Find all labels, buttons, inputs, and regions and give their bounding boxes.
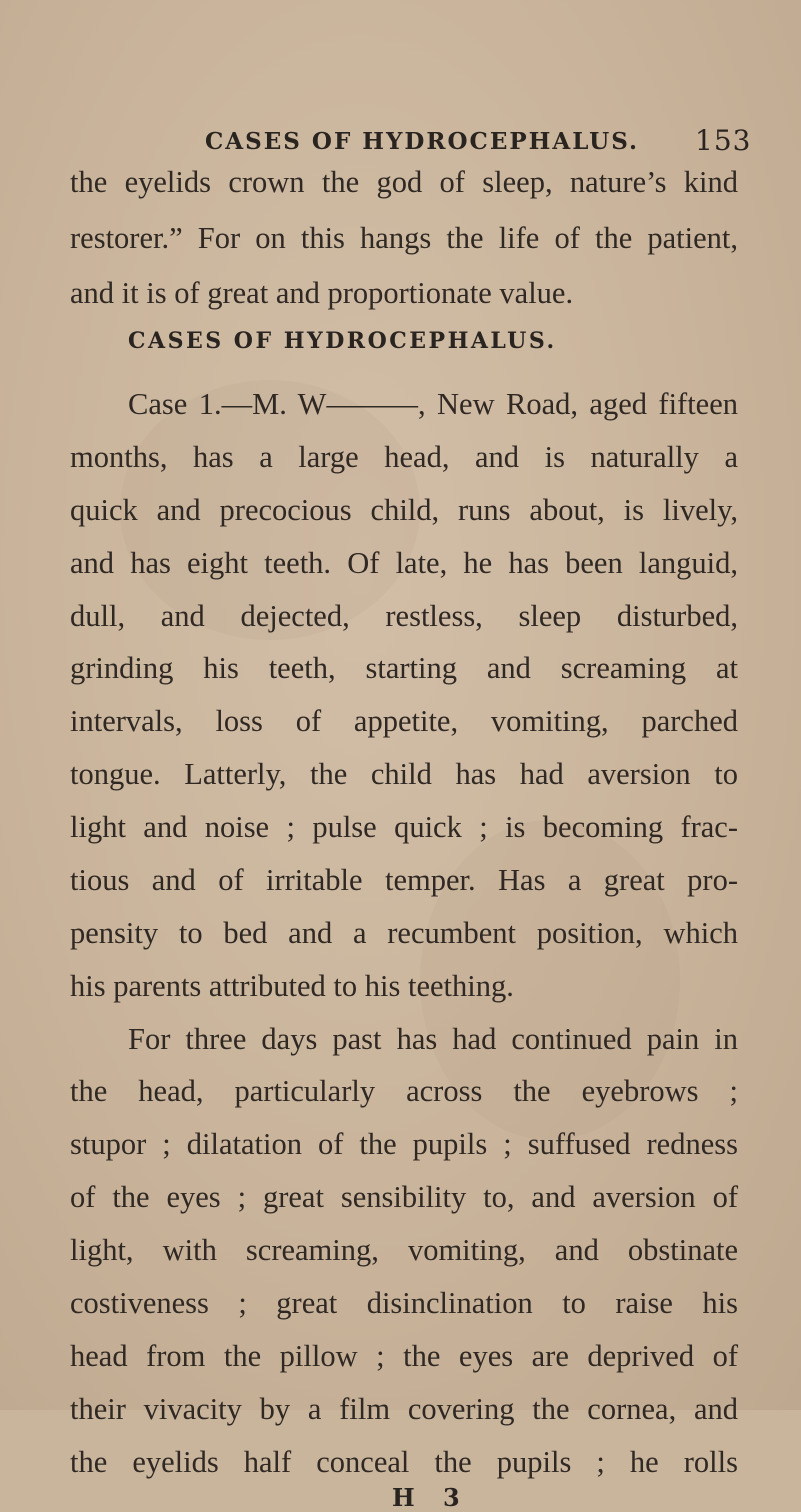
text-line: their vivacity by a film covering the cornea, and — [70, 1392, 738, 1426]
text-line: head from the pillow ; the eyes are deprived of — [70, 1339, 738, 1373]
text-line: costiveness ; great disinclination to raise his — [70, 1286, 738, 1320]
text-line: light, with screaming, vomiting, and obstinate — [70, 1233, 738, 1267]
section-heading: CASES OF HYDROCEPHALUS. — [128, 328, 557, 354]
text-line: tious and of irritable temper. Has a great pro- — [70, 863, 738, 897]
running-head: CASES OF HYDROCEPHALUS. — [205, 128, 640, 155]
text-line: the head, particularly across the eyebrows ; — [70, 1074, 738, 1108]
text-line: tongue. Latterly, the child has had aversion to — [70, 757, 738, 791]
text-line: grinding his teeth, starting and screaming at — [70, 651, 738, 685]
text-line: intervals, loss of appetite, vomiting, parched — [70, 704, 738, 738]
text-line: the eyelids crown the god of sleep, nature’s kind — [70, 165, 738, 199]
text-line: his parents attributed to his teething. — [70, 969, 514, 1003]
text-line: and it is of great and proportionate value. — [70, 276, 574, 310]
signature-mark: H 3 — [392, 1483, 470, 1512]
text-line: light and noise ; pulse quick ; is becoming frac- — [70, 810, 738, 844]
text-line: For three days past has had continued pain in — [128, 1022, 738, 1056]
text-line: quick and precocious child, runs about, is lively, — [70, 493, 738, 527]
text-line: Case 1.—M. W———, New Road, aged fifteen — [128, 387, 738, 421]
text-line: of the eyes ; great sensibility to, and aversion of — [70, 1180, 738, 1214]
text-line: and has eight teeth. Of late, he has been languid, — [70, 546, 738, 580]
text-line: restorer.” For on this hangs the life of the patient, — [70, 221, 738, 255]
page-number: 153 — [695, 124, 752, 157]
text-line: pensity to bed and a recumbent position, which — [70, 916, 738, 950]
text-line: stupor ; dilatation of the pupils ; suffused redness — [70, 1127, 738, 1161]
text-line: dull, and dejected, restless, sleep disturbed, — [70, 599, 738, 633]
text-line: the eyelids half conceal the pupils ; he rolls — [70, 1445, 738, 1479]
text-line: months, has a large head, and is naturally a — [70, 440, 738, 474]
